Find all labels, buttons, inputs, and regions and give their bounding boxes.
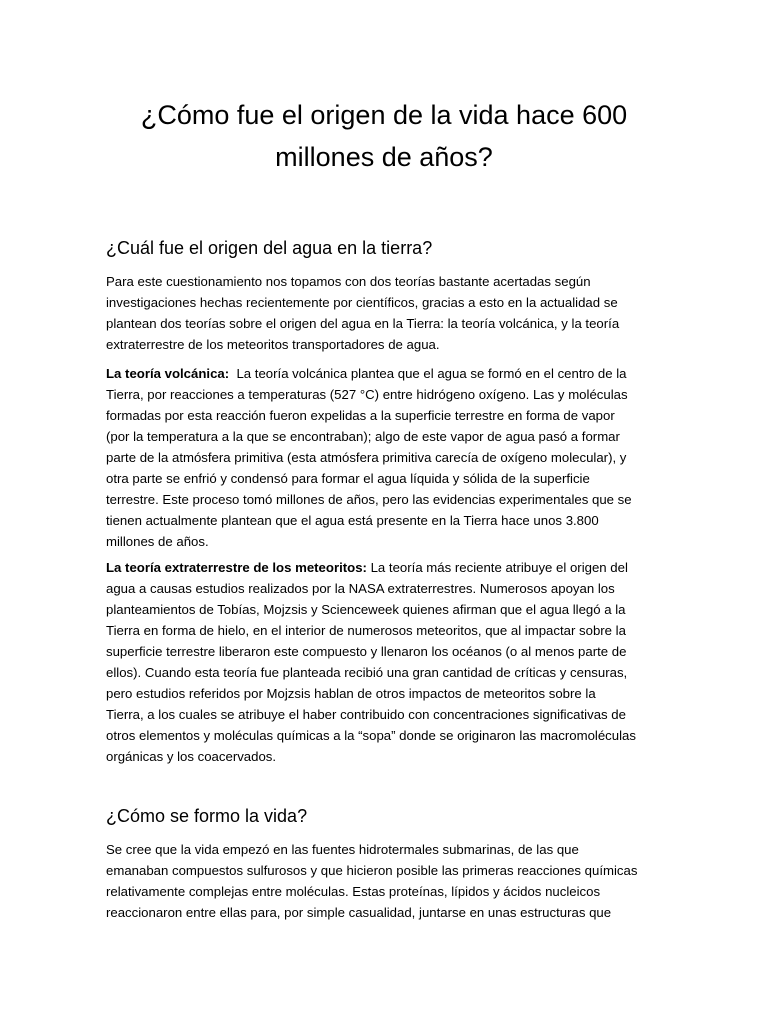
document-title (100, 94, 668, 178)
paragraph-line: Tierra, por reacciones a temperaturas (527 °C) entre hidrógeno oxígeno. Las y moléculas (106, 387, 628, 402)
volcanic-theory-lead: La teoría volcánica: (106, 366, 230, 381)
section-heading-life-origin: ¿Cómo se formo la vida? (106, 806, 308, 826)
paragraph-line: plantean dos teorías sobre el origen del agua en la Tierra: la teoría volcánica, y la teoría (106, 316, 620, 331)
paragraph-line: investigaciones hechas recientemente por científicos, gracias a esto en la actualidad se (106, 295, 618, 310)
paragraph-line: formadas por esta reacción fueron expelidas a la superficie terrestre en forma de vapor (106, 408, 615, 423)
section-heading-water-origin: ¿Cuál fue el origen del agua en la tierra? (106, 238, 433, 258)
life-origin-paragraph (106, 839, 666, 923)
paragraph-line: extraterrestre de los meteoritos transportadores de agua. (106, 337, 440, 352)
paragraph-line: otros elementos y moléculas químicas a la “sopa” donde se originaron las macromoléculas (106, 728, 636, 743)
title-line-2: millones de años? (275, 142, 493, 172)
paragraph-line: millones de años. (106, 534, 209, 549)
meteorite-theory-lead: La teoría extraterrestre de los meteoritos: (106, 560, 367, 575)
paragraph-line: terrestre. Este proceso tomó millones de años, pero las evidencias experimentales que se (106, 492, 632, 507)
paragraph-line: superficie terrestre liberaron este compuesto y llenaron los océanos (o al menos parte de (106, 644, 627, 659)
paragraph-line-rest: La teoría más reciente atribuye el origen del (370, 560, 628, 575)
paragraph-line: tienen actualmente plantean que el agua está presente en la Tierra hace unos 3.800 (106, 513, 599, 528)
paragraph-line: orgánicas y los coacervados. (106, 749, 277, 764)
paragraph-line: parte de la atmósfera primitiva (esta atmósfera primitiva carecía de oxígeno molecular), y (106, 450, 627, 465)
paragraph-line-rest: La teoría volcánica plantea que el agua se formó en el centro de la (236, 366, 627, 381)
paragraph-line: pero estudios referidos por Mojzsis hablan de otros impactos de meteoritos sobre la (106, 686, 596, 701)
paragraph-line (106, 363, 666, 384)
paragraph-line: Tierra en forma de hielo, en el interior de numerosos meteoritos, que al impactar sobre la (106, 623, 626, 638)
intro-paragraph (106, 271, 666, 355)
meteorite-theory-paragraph (106, 557, 666, 767)
paragraph-line: Se cree que la vida empezó en las fuentes hidrotermales submarinas, de las que (106, 842, 579, 857)
paragraph-line: agua a causas estudios realizados por la NASA extraterrestres. Numerosos apoyan los (106, 581, 615, 596)
paragraph-line: otra parte se enfrió y condensó para formar el agua líquida y sólida de la superficie (106, 471, 590, 486)
paragraph-line: (por la temperatura a la que se encontraban); algo de este vapor de agua pasó a formar (106, 429, 620, 444)
paragraph-line: relativamente complejas entre moléculas. Estas proteínas, lípidos y ácidos nucleicos (106, 884, 601, 899)
paragraph-line: reaccionaron entre ellas para, por simple casualidad, juntarse en unas estructuras que (106, 905, 612, 920)
paragraph-line: planteamientos de Tobías, Mojzsis y Scienceweek quienes afirman que el agua llegó a la (106, 602, 626, 617)
paragraph-line (106, 557, 666, 578)
paragraph-line: emanaban compuestos sulfurosos y que hicieron posible las primeras reacciones químicas (106, 863, 638, 878)
paragraph-line: Para este cuestionamiento nos topamos con dos teorías bastante acertadas según (106, 274, 591, 289)
paragraph-line: Tierra, a los cuales se atribuye el haber contribuido con concentraciones significativas de (106, 707, 626, 722)
title-line-1: ¿Cómo fue el origen de la vida hace 600 (140, 100, 628, 130)
volcanic-theory-paragraph (106, 363, 666, 552)
paragraph-line: ellos). Cuando esta teoría fue planteada recibió una gran cantidad de críticas y censuras, (106, 665, 628, 680)
